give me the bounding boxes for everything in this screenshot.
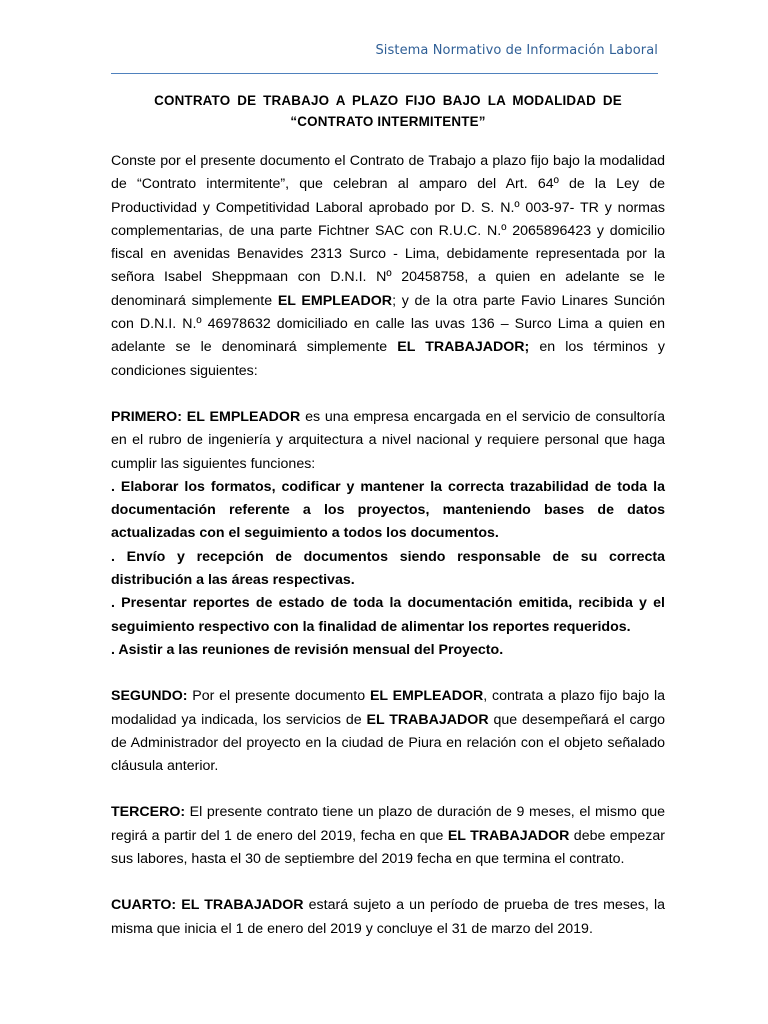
intro-text-2: ; y de la otra parte Favio Linares Sunción con D.N.I. N.º 46978632 domiciliado en calle las uvas 136 – Surco Lima a quien en adelante se le denominará simplemente <box>111 292 665 356</box>
primero-item: . Elaborar los formatos, codificar y mantener la correcta trazabilidad de toda la documentación referente a los proyectos, manteniendo bases de datos actualizadas con el seguimiento a todos los documentos. <box>111 478 665 542</box>
contract-title <box>111 90 665 132</box>
primero-paragraph <box>111 406 665 476</box>
segundo-lead: SEGUNDO: <box>111 688 188 705</box>
primero-text: es una empresa encargada en el servicio de consultoría en el rubro de ingeniería y arquitectura a nivel nacional y requiere personal que haga cumplir las siguientes funciones: <box>111 408 666 472</box>
document-body <box>111 90 665 964</box>
clause-primero <box>111 406 665 662</box>
primero-item: . Asistir a las reuniones de revisión mensual del Proyecto. <box>111 641 504 658</box>
contract-title-line-1: CONTRATO DE TRABAJO A PLAZO FIJO BAJO LA MODALIDAD DE <box>154 93 622 108</box>
primero-item: . Envío y recepción de documentos siendo responsable de su correcta distribución a las áreas respectivas. <box>111 548 665 589</box>
primero-lead: PRIMERO: EL EMPLEADOR <box>111 408 301 425</box>
cuarto-text: estará sujeto a un período de prueba de tres meses, la misma que inicia el 1 de enero del 2019 y concluye el 31 de marzo del 2019. <box>111 897 665 937</box>
clause-cuarto <box>111 894 665 941</box>
segundo-text-1: Por el presente documento <box>187 688 370 705</box>
tercero-text-1: El presente contrato tiene un plazo de duración de 9 meses, el mismo que regirá a partir del 1 de enero del 2019, fecha en que <box>111 804 665 844</box>
header-divider <box>111 73 658 74</box>
segundo-bold-employer: EL EMPLEADOR <box>369 688 484 705</box>
segundo-bold-worker: EL TRABAJADOR <box>366 711 489 728</box>
tercero-lead: TERCERO: <box>111 804 186 821</box>
intro-bold-worker: EL TRABAJADOR; <box>397 339 530 356</box>
intro-bold-employer: EL EMPLEADOR <box>277 292 393 309</box>
segundo-text-3: que desempeñará el cargo de Administrador del proyecto en la ciudad de Piura en relación con el objeto señalado cláusula anterior. <box>111 711 665 775</box>
clause-segundo <box>111 685 665 778</box>
segundo-text-2: , contrata a plazo fijo bajo la modalidad ya indicada, los servicios de <box>111 688 665 728</box>
header-title: Sistema Normativo de Información Laboral <box>375 43 658 58</box>
tercero-text-2: debe empezar sus labores, hasta el 30 de septiembre del 2019 fecha en que termina el contrato. <box>111 827 665 868</box>
intro-text-1: Conste por el presente documento el Contrato de Trabajo a plazo fijo bajo la modalidad de “Contrato intermitente”, que celebran al amparo del Art. 64º de la Ley de Productividad y Competitividad Laboral aprobado por D. S. N.º 003-97- TR y normas complementarias, de una parte Fichtner SAC con R.U.C. N.º 2065896423 y domicilio fiscal en avenidas Benavides 2313 Surco - Lima, debidamente representada por la señora Isabel Sheppmaan con D.N.I. Nº 20458758, a quien en adelante se le denominará simplemente <box>111 153 665 309</box>
primero-item: . Presentar reportes de estado de toda la documentación emitida, recibida y el seguimiento respectivo con la finalidad de alimentar los reportes requeridos. <box>111 595 665 635</box>
intro-text-3: en los términos y condiciones siguientes: <box>111 339 665 379</box>
cuarto-lead: CUARTO: EL TRABAJADOR <box>111 897 304 914</box>
clause-tercero <box>111 801 665 871</box>
contract-title-line-2: “CONTRATO INTERMITENTE” <box>290 114 486 129</box>
intro-paragraph <box>111 150 665 383</box>
tercero-bold-worker: EL TRABAJADOR <box>447 827 570 844</box>
